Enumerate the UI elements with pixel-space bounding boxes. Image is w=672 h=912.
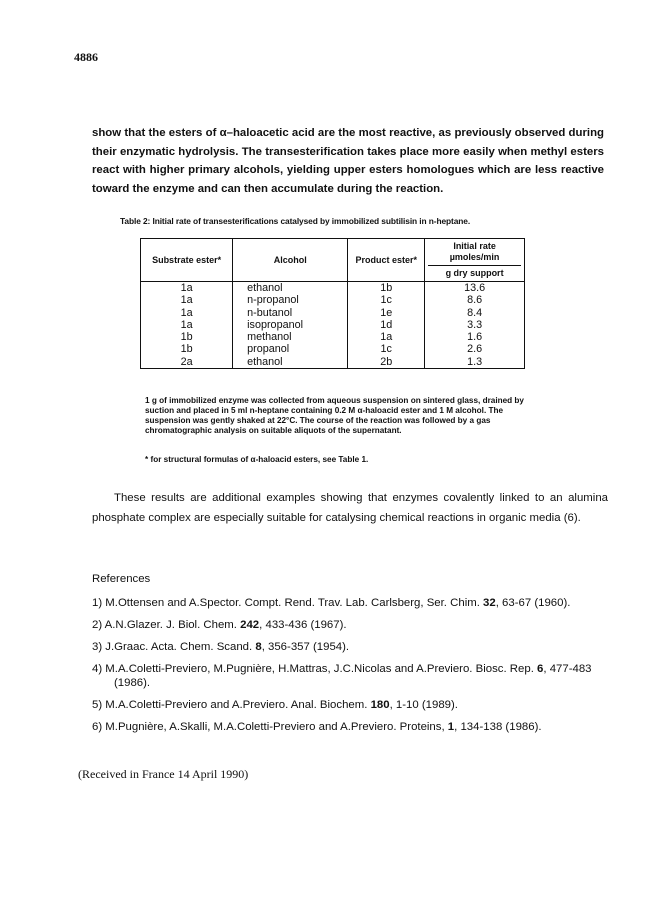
header-substrate: Substrate ester*: [141, 239, 233, 282]
cell-alcohol: n-propanol: [233, 294, 348, 306]
table-row: [141, 356, 525, 369]
cell-substrate: 1b: [141, 343, 233, 355]
page-number: 4886: [74, 50, 98, 64]
cell-rate: 1.6: [425, 331, 525, 343]
cell-product: 1c: [348, 343, 425, 355]
table-row: [141, 331, 525, 343]
references-heading: References: [92, 573, 151, 585]
reference-pages: , 63-67 (1960).: [495, 597, 571, 609]
header-product: Product ester*: [348, 239, 425, 282]
table-row: [141, 307, 525, 319]
cell-substrate: 1a: [141, 307, 233, 319]
cell-product: 2b: [348, 356, 425, 369]
table-row: [141, 282, 525, 295]
cell-product: 1d: [348, 319, 425, 331]
cell-alcohol: ethanol: [233, 356, 348, 369]
reference-pages: , 1-10 (1989).: [389, 699, 458, 711]
table-caption-label: Table 2:: [120, 216, 151, 226]
reference-item: [92, 698, 612, 712]
table-body: [141, 282, 525, 369]
intro-paragraph: show that the esters of α–haloacetic acid are the most reactive, as previously observed during their enzymatic hydrolysis. The transesterification takes place more easily when methyl esters react with higher primary alcohols, yielding upper esters homologues which are less reactive toward the enzyme and can then accumulate during the reaction.: [92, 127, 604, 195]
reference-volume: 1: [447, 721, 455, 733]
reference-item: [92, 618, 612, 632]
header-rate-unit: g dry support: [428, 265, 521, 279]
header-alcohol: Alcohol: [233, 239, 348, 282]
cell-alcohol: isopropanol: [233, 319, 348, 331]
reference-pages: , 477-483 (1986).: [114, 663, 592, 689]
cell-rate: 2.6: [425, 343, 525, 355]
cell-substrate: 1a: [141, 294, 233, 306]
cell-product: 1a: [348, 331, 425, 343]
cell-rate: 13.6: [425, 282, 525, 295]
table-row: [141, 294, 525, 306]
reference-volume: 242: [240, 619, 260, 631]
cell-substrate: 1a: [141, 319, 233, 331]
reference-item: [92, 662, 612, 690]
table-row: [141, 343, 525, 355]
cell-product: 1c: [348, 294, 425, 306]
cell-product: 1e: [348, 307, 425, 319]
reference-text: 1) M.Ottensen and A.Spector. Compt. Rend. Trav. Lab. Carlsberg, Ser. Chim.: [92, 597, 484, 609]
results-paragraph: These results are additional examples showing that enzymes covalently linked to an alumina phosphate complex are especially suitable for catalysing chemical reactions in organic media (6).: [92, 492, 608, 524]
cell-rate: 3.3: [425, 319, 525, 331]
reference-item: [92, 596, 612, 610]
reference-text: 2) A.N.Glazer. J. Biol. Chem.: [92, 619, 241, 631]
reference-text: 6) M.Pugnière, A.Skalli, M.A.Coletti-Previero and A.Previero. Proteins,: [92, 721, 448, 733]
reference-pages: , 356-357 (1954).: [261, 641, 350, 653]
table-header-row: [141, 239, 525, 282]
reference-volume: 8: [255, 641, 262, 653]
table-caption-text: Initial rate of transesterifications catalysed by immobilized subtilisin in n-heptane.: [150, 216, 471, 226]
cell-alcohol: n-butanol: [233, 307, 348, 319]
reference-pages: , 433-436 (1967).: [259, 619, 347, 631]
reference-item: [92, 640, 612, 654]
received-date: (Received in France 14 April 1990): [78, 767, 249, 781]
cell-alcohol: propanol: [233, 343, 348, 355]
cell-rate: 1.3: [425, 356, 525, 369]
reference-text: 4) M.A.Coletti-Previero, M.Pugnière, H.Mattras, J.C.Nicolas and A.Previero. Biosc. Rep.: [92, 663, 538, 675]
cell-alcohol: methanol: [233, 331, 348, 343]
cell-rate: 8.4: [425, 307, 525, 319]
reference-text: 5) M.A.Coletti-Previero and A.Previero. Anal. Biochem.: [92, 699, 371, 711]
header-rate: [425, 239, 525, 282]
table-footnote-star: * for structural formulas of α-haloacid esters, see Table 1.: [145, 455, 369, 464]
cell-substrate: 2a: [141, 356, 233, 369]
table-caption: [120, 216, 470, 226]
reference-volume: 32: [483, 597, 496, 609]
cell-substrate: 1a: [141, 282, 233, 295]
reference-text: 3) J.Graac. Acta. Chem. Scand.: [92, 641, 256, 653]
reference-item: [92, 720, 612, 734]
reference-pages: , 134-138 (1986).: [454, 721, 542, 733]
cell-product: 1b: [348, 282, 425, 295]
references-list: [92, 596, 612, 742]
table-footnote: 1 g of immobilized enzyme was collected from aqueous suspension on sintered glass, drained by suction and placed in 5 ml n-heptane containing 0.2 M α-haloacid ester and 1 M alcohol. The suspension was gently shaked at 22°C. The course of the reaction was followed by a gas chromatographic analysis on suitable aliquots of the supernatant.: [145, 396, 524, 435]
reference-volume: 180: [370, 699, 390, 711]
cell-substrate: 1b: [141, 331, 233, 343]
transesterification-table: [140, 238, 525, 369]
reference-volume: 6: [537, 663, 544, 675]
header-rate-top: Initial rate µmoles/min: [449, 241, 500, 262]
table-row: [141, 319, 525, 331]
cell-rate: 8.6: [425, 294, 525, 306]
cell-alcohol: ethanol: [233, 282, 348, 295]
